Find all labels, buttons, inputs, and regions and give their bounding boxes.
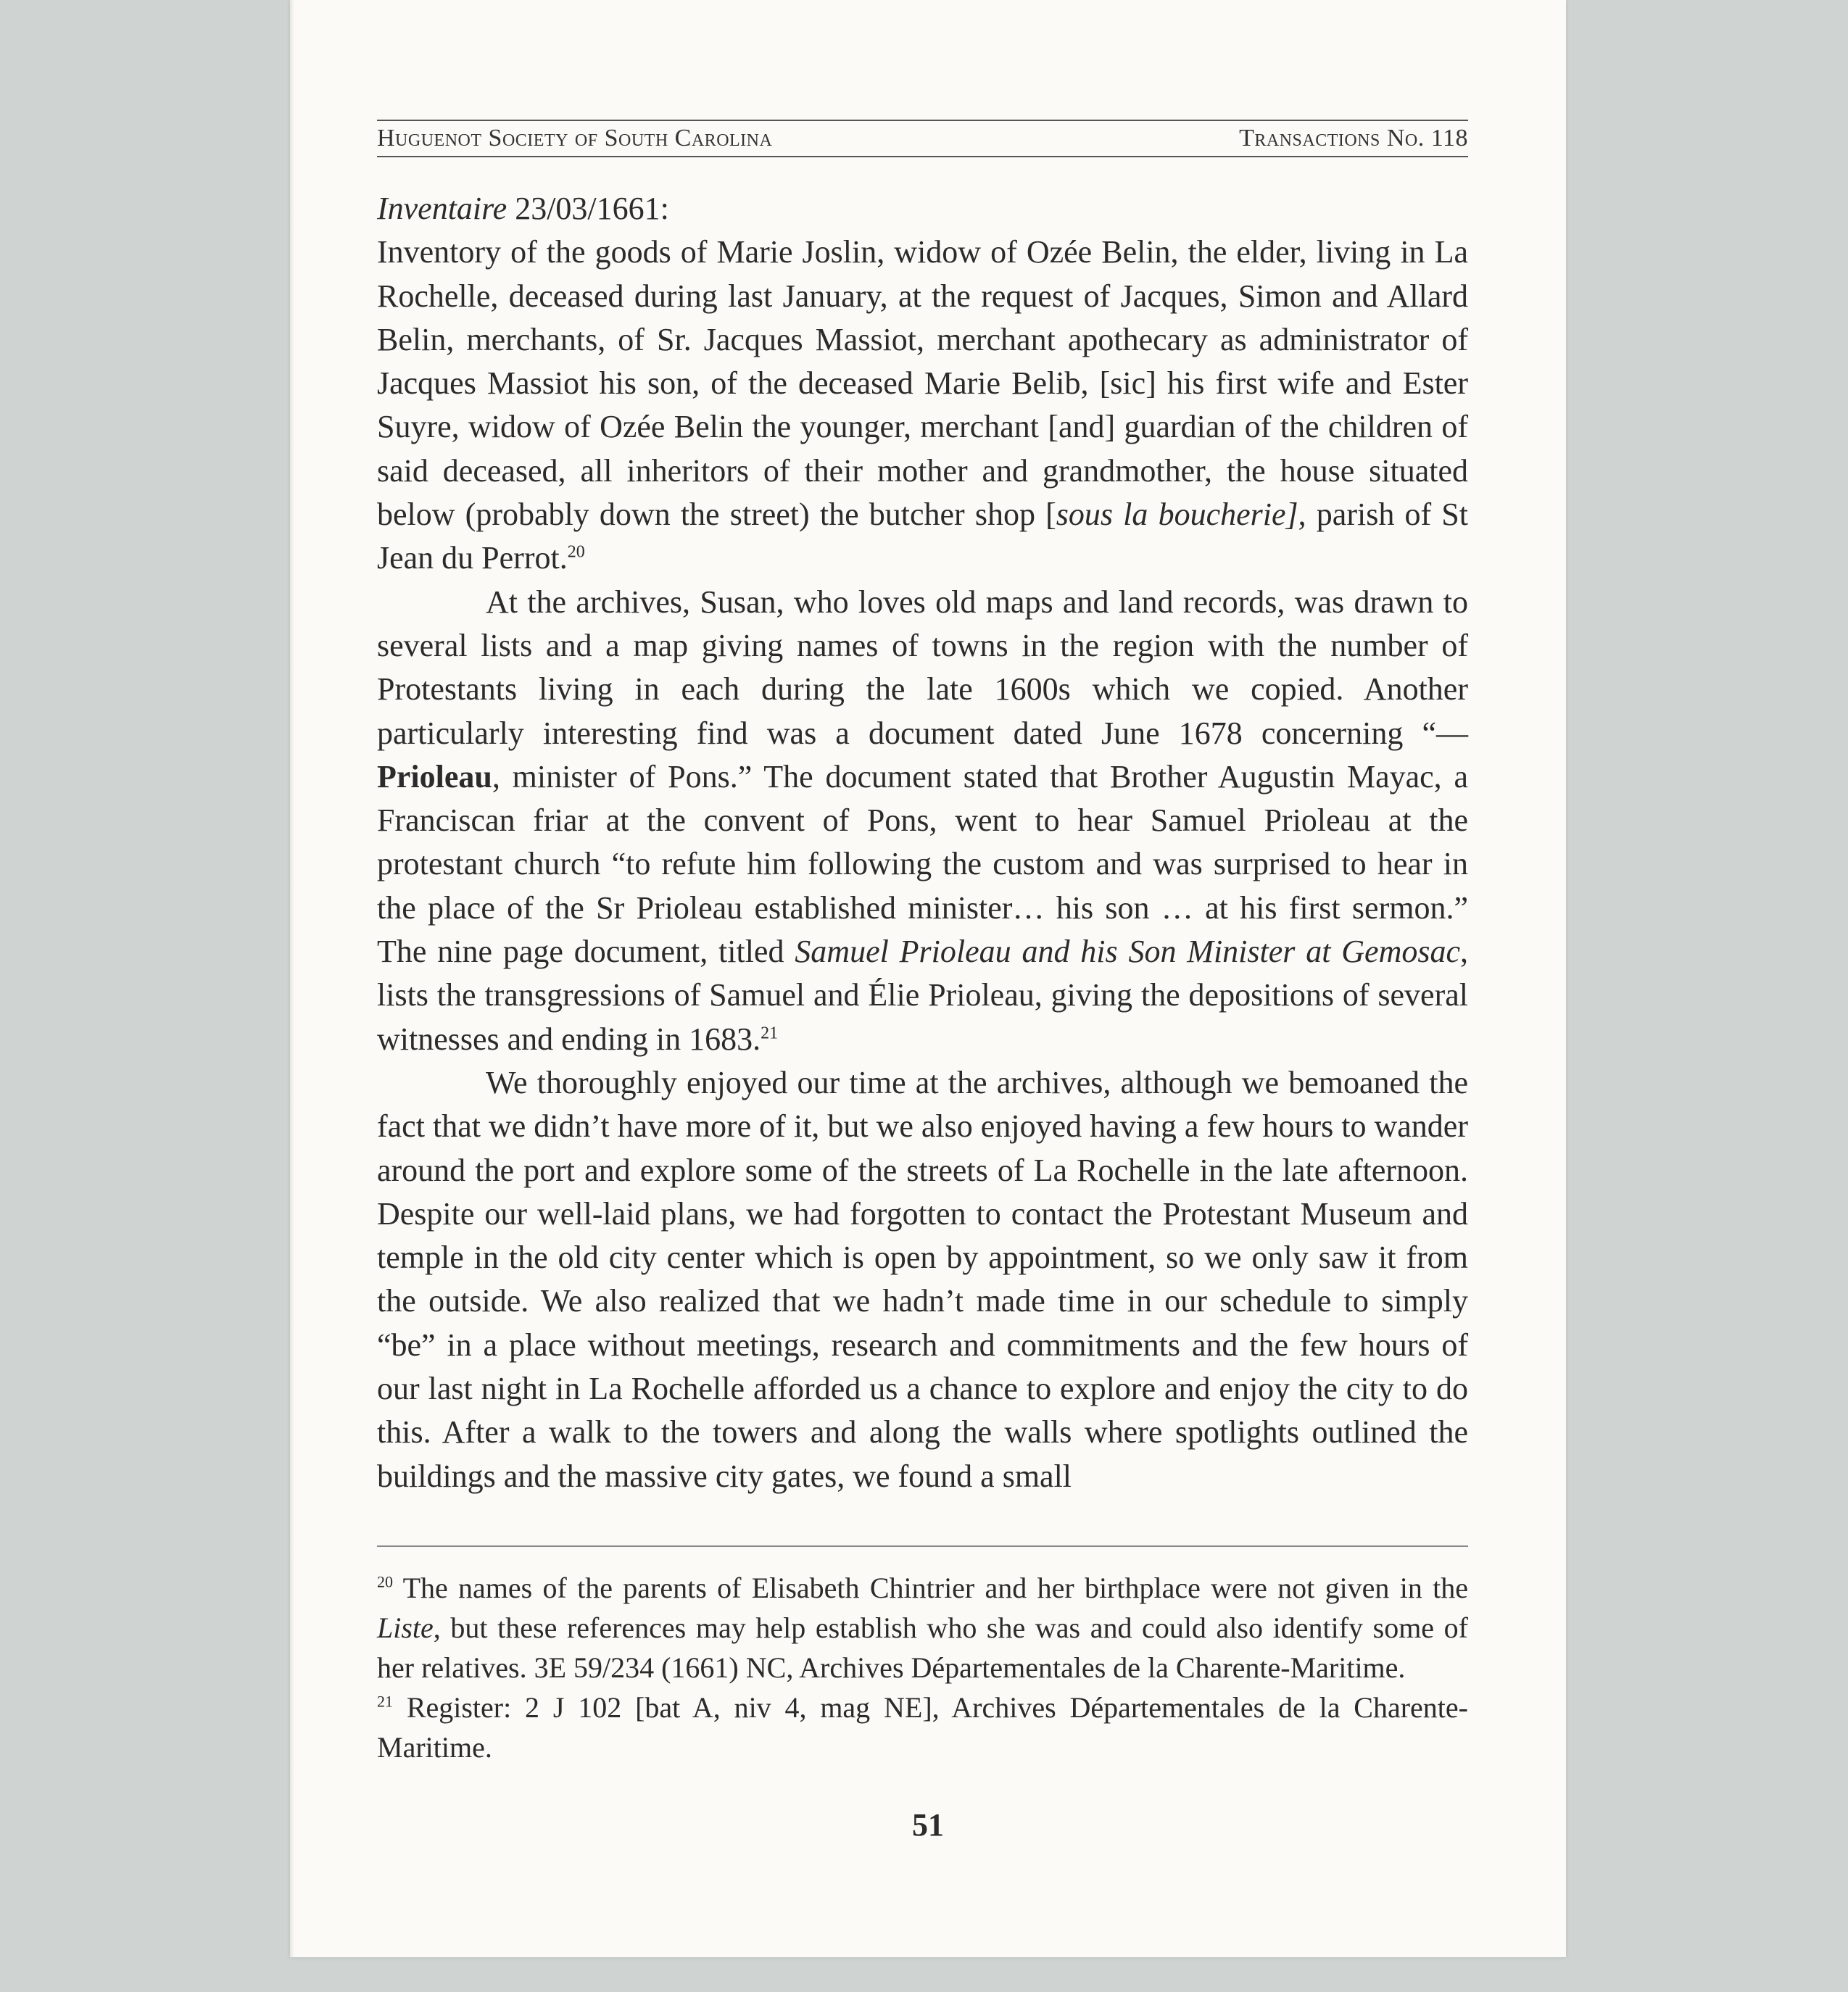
inventaire-heading	[377, 187, 1468, 231]
footnote-ref-20: 20	[567, 542, 585, 562]
footnotes	[377, 1568, 1468, 1767]
header-transactions-number: Transactions No. 118	[1239, 125, 1468, 152]
paragraph-inventory-end: , parish of St Jean du Perrot.	[377, 497, 1468, 576]
paragraph-archives-text-c: , lists the transgressions of Samuel and Élie Prioleau, giving the depositions of several witnesses and ending in 1683.	[377, 934, 1468, 1057]
running-header	[377, 120, 1468, 157]
main-text	[377, 187, 1468, 1498]
paragraph-inventory-text: Inventory of the goods of Marie Joslin, widow of Ozée Belin, the elder, living in La Rochelle, deceased during last January, at the request of Jacques, Simon and Allard Belin, merchants, of Sr. Jacques Massiot, merchant apothecary as administrator of Jacques Massiot his son, of the deceased Marie Belib, [sic] his first wife and Ester Suyre, widow of Ozée Belin the younger, merchant [and] guardian of the children of said deceased, all inheritors of their mother and grandmother, the house situated below (probably down the street) the butcher shop [	[377, 234, 1468, 533]
book-page	[290, 0, 1566, 1957]
paragraph-archives-text-b: , minister of Pons.” The document stated that Brother Augustin Mayac, a Franciscan friar at the convent of Pons, went to hear Samuel Prioleau at the protestant church “to refute him following the custom and was surprised to hear in the place of the Sr Prioleau established minister… his son … at his first sermon.” The nine page document, titled	[377, 758, 1468, 970]
paragraph-la-rochelle: We thoroughly enjoyed our time at the archives, although we bemoaned the fact that we didn’t have more of it, but we also enjoyed having a few hours to wander around the port and explore some of the streets of La Rochelle in the late afternoon. Despite our well-laid plans, we had forgotten to contact the Protestant Museum and temple in the old city center which is open by appointment, so we only saw it from the outside. We also realized that we hadn’t made time in our schedule to simply “be” in a place without meetings, research and commitments and the few hours of our last night in La Rochelle afforded us a chance to explore and enjoy the city to do this. After a walk to the towers and along the walls where spotlights outlined the buildings and the massive city gates, we found a small	[377, 1064, 1468, 1494]
footnote-20	[377, 1568, 1468, 1688]
paragraph-archives	[377, 581, 1468, 1061]
paragraph-archives-text-a: At the archives, Susan, who loves old maps and land records, was drawn to several lists and a map giving names of towns in the region with the number of Protestants living in each during the late 1600s which we copied. Another particularly interesting find was a document dated June 1678 concerning “—	[377, 584, 1468, 751]
document-title-italic: Samuel Prioleau and his Son Minister at Gemosac	[795, 934, 1460, 970]
footnote-divider	[377, 1545, 1468, 1547]
paragraph-inventory	[377, 231, 1468, 580]
footnote-20-number: 20	[377, 1572, 393, 1591]
footnote-20-italic: Liste	[377, 1611, 434, 1644]
footnote-20-text-a: The names of the parents of Elisabeth Chintrier and her birthplace were not given in the	[393, 1572, 1468, 1604]
header-society-name: Huguenot Society of South Carolina	[377, 125, 773, 152]
footnote-21-number: 21	[377, 1692, 393, 1711]
footnote-21	[377, 1688, 1468, 1767]
footnote-21-text: Register: 2 J 102 [bat A, niv 4, mag NE], Archives Départementales de la Charente-Maritime.	[377, 1691, 1468, 1764]
footnote-20-text-b: , but these references may help establish who she was and could also identify some of her relatives. 3E 59/234 (1661) NC, Archives Départementales de la Charente-Maritime.	[377, 1611, 1468, 1684]
page-number: 51	[912, 1807, 944, 1843]
prioleau-bold: Prioleau	[377, 758, 492, 794]
inventaire-date: 23/03/1661:	[507, 191, 669, 226]
inventaire-label: Inventaire	[377, 191, 507, 226]
footnote-ref-21: 21	[761, 1023, 779, 1042]
paragraph-inventory-italic: sous la boucherie]	[1056, 497, 1298, 533]
